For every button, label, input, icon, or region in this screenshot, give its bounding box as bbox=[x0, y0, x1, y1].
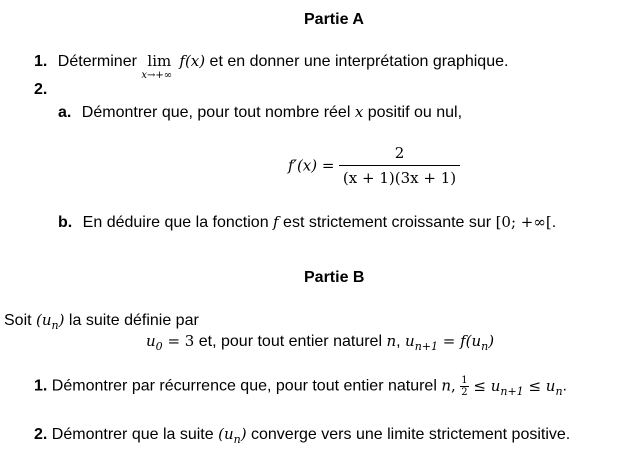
variable-n: n bbox=[441, 376, 451, 395]
intro-text: Soit bbox=[4, 312, 37, 329]
question-number: 1. bbox=[34, 377, 48, 395]
subquestion-text: En déduire que la fonction bbox=[82, 214, 274, 231]
recurrence-relation: $u_{n+1} = f(u_n)$ bbox=[405, 332, 495, 353]
question-text: Déterminer bbox=[57, 53, 137, 70]
subquestion-text-end: . bbox=[551, 214, 557, 231]
question-text: Démontrer que la suite bbox=[47, 426, 219, 443]
subquestion-text-mid: est strictement croissante sur bbox=[278, 214, 496, 231]
limit-subscript: x→+∞ bbox=[141, 70, 173, 81]
subquestion-text: Démontrer que, pour tout nombre réel bbox=[81, 104, 355, 121]
question-text: Démontrer par récurrence que, pour tout entier naturel bbox=[47, 377, 442, 395]
part-a-title: Partie A bbox=[304, 11, 364, 28]
question-number: 2. bbox=[34, 426, 48, 443]
sequence-name: $(u_n)$ bbox=[218, 425, 247, 446]
subquestion-text-end: positif ou nul, bbox=[363, 104, 463, 121]
subquestion-label: b. bbox=[58, 214, 73, 231]
part-b-title: Partie B bbox=[304, 269, 365, 286]
limit-notation bbox=[141, 51, 179, 81]
variable-f: f bbox=[273, 213, 279, 231]
formula-lhs: f′(x) = bbox=[288, 156, 335, 175]
sequence-name: $(u_n)$ bbox=[36, 311, 65, 332]
part-b-question-1: 1. Démontrer par récurrence que, pour tout entier naturel n, $\frac{1}{2}$ ≤ $u_{n+1} \le u_n$. bbox=[34, 375, 567, 398]
fraction-numerator: 2 bbox=[394, 144, 405, 162]
variable-x: x bbox=[354, 103, 364, 121]
part-b-intro bbox=[4, 310, 199, 331]
fraction-denominator: (x + 1)(3x + 1) bbox=[339, 165, 460, 187]
question-number: 1. bbox=[34, 53, 48, 70]
sequence-definition: $u_0 = 3$ et, pour tout entier naturel n, $u_{n+1} = f(u_n)$ bbox=[146, 332, 495, 353]
formula-fraction bbox=[339, 144, 460, 187]
intro-text-end: la suite définie par bbox=[64, 312, 199, 329]
part-a-question-1 bbox=[34, 51, 509, 81]
definition-text: et, pour tout entier naturel bbox=[194, 333, 387, 350]
subquestion-label: a. bbox=[58, 104, 72, 121]
limit-expression: f(x) bbox=[179, 52, 206, 70]
part-a-question-2b bbox=[58, 212, 556, 233]
part-a-question-2-number: 2. bbox=[34, 81, 48, 98]
initial-term: $u_0 = 3$ bbox=[146, 332, 195, 353]
derivative-formula bbox=[288, 144, 460, 187]
interval: [0; +∞[ bbox=[495, 213, 552, 231]
variable-n: n bbox=[386, 332, 397, 350]
inequality: ≤ $u_{n+1} \le u_n$ bbox=[468, 376, 563, 398]
half-fraction: $\frac{1}{2}$ bbox=[461, 375, 468, 398]
question-text-end: converge vers une limite strictement positive. bbox=[246, 426, 571, 443]
question-text-end: et en donner une interprétation graphique. bbox=[205, 53, 509, 70]
part-b-question-2 bbox=[34, 424, 570, 445]
part-a-question-2a bbox=[58, 102, 462, 123]
limit-word: lim bbox=[147, 52, 172, 70]
